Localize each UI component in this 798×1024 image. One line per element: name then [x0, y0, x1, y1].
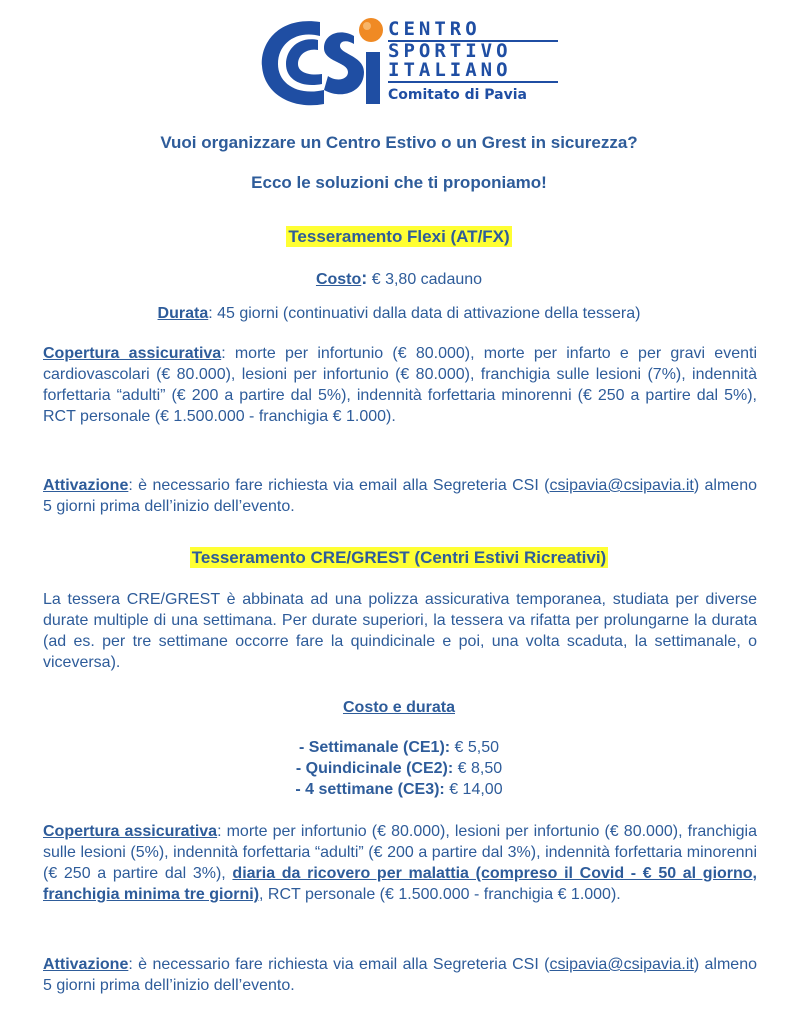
grest-option-quindicinale: [0, 758, 798, 779]
grest-copertura: [43, 821, 757, 905]
flexi-costo-value: € 3,80 cadauno: [367, 271, 483, 288]
logo-line-centro: CENTRO: [388, 20, 558, 42]
option-label: - 4 settimane (CE3):: [295, 781, 445, 798]
flexi-title-row: [0, 227, 798, 247]
grest-title: Tesseramento CRE/GREST (Centri Estivi Ricreativi): [191, 548, 607, 567]
flexi-title: Tesseramento Flexi (AT/FX): [288, 227, 510, 246]
flexi-attivazione-post: ) almeno 5 giorni prima dell’inizio dell’evento.: [43, 477, 758, 515]
flexi-durata-label: Durata: [157, 305, 209, 322]
logo-subtitle: Comitato di Pavia: [388, 86, 528, 103]
flexi-copertura: [43, 343, 757, 427]
flexi-durata-row: [0, 305, 798, 323]
grest-options-list: [0, 737, 798, 800]
option-price: € 14,00: [444, 781, 503, 798]
grest-costo-durata-row: [0, 699, 798, 717]
flexi-attivazione: [43, 475, 757, 517]
flexi-copertura-text: : morte per infortunio (€ 80.000), morte per infarto e per gravi eventi cardiovascolari (€ 80.000), lesioni per infortunio (€ 80.000), franchigia sulle lesioni (7%), indennità forfettaria “adulti” (€ 200 a partire dal 5%), indennità forfettaria minorenni (€ 250 a partire dal 5%), RCT personale (€ 1.500.000 - franchigia € 1.000).: [43, 345, 757, 425]
grest-title-row: [0, 548, 798, 568]
flexi-attivazione-pre: : è necessario fare richiesta via email alla Segreteria CSI (: [128, 477, 550, 494]
flexi-costo-sep: :: [361, 268, 368, 288]
grest-copertura-label: Copertura assicurativa: [43, 823, 218, 840]
logo-text: [388, 20, 558, 103]
grest-attivazione-label: Attivazione: [43, 956, 129, 973]
option-label: - Settimanale (CE1):: [298, 739, 451, 756]
flexi-durata-value: : 45 giorni (continuativi dalla data di attivazione della tessera): [208, 305, 641, 322]
flexi-costo-label: Costo: [315, 271, 362, 288]
flexi-email-link[interactable]: csipavia@csipavia.it: [549, 477, 694, 494]
grest-copertura-post: , RCT personale (€ 1.500.000 - franchigia € 1.000).: [259, 886, 621, 903]
grest-diaria: diaria da ricovero per malattia (compreso il Covid - € 50 al giorno, franchigia minima tre giorni): [43, 865, 758, 903]
flexi-costo-row: [0, 268, 798, 289]
grest-intro: La tessera CRE/GREST è abbinata ad una polizza assicurativa temporanea, studiata per diverse durate multiple di una settimana. Per durate superiori, la tessera va rifatta per prolungarne la durata (ad es. per tre settimane occorre fare la quindicinale e poi, una volta scaduta, la settimanale, o viceversa).: [43, 591, 757, 671]
intro-question: Vuoi organizzare un Centro Estivo o un Grest in sicurezza?: [160, 133, 638, 152]
csi-logo-mark-icon: [258, 14, 384, 110]
flexi-attivazione-label: Attivazione: [43, 477, 129, 494]
option-price: € 5,50: [450, 739, 500, 756]
grest-copertura-pre: : morte per infortunio (€ 80.000), lesioni per infortunio (€ 80.000), franchigia sulle lesioni (5%), indennità forfettaria “adulti” (€ 200 a partire dal 3%), indennità forfettaria minorenni (€ 250 a partire dal 3%),: [43, 823, 757, 882]
flexi-copertura-label: Copertura assicurativa: [43, 345, 222, 362]
intro-offer: Ecco le soluzioni che ti proponiamo!: [251, 173, 547, 192]
grest-attivazione: [43, 954, 757, 996]
grest-option-4-settimane: [0, 779, 798, 800]
logo-line-sportivo: SPORTIVO: [388, 39, 512, 62]
grest-attivazione-pre: : è necessario fare richiesta via email alla Segreteria CSI (: [128, 956, 550, 973]
option-price: € 8,50: [453, 760, 503, 777]
grest-email-link[interactable]: csipavia@csipavia.it: [549, 956, 694, 973]
option-label: - Quindicinale (CE2):: [295, 760, 454, 777]
logo-line-italiano: ITALIANO: [388, 61, 558, 83]
grest-costo-durata-label: Costo e durata: [342, 699, 455, 716]
grest-attivazione-post: ) almeno 5 giorni prima dell’inizio dell’evento.: [43, 956, 758, 994]
csi-logo: [258, 14, 558, 114]
grest-option-settimanale: [0, 737, 798, 758]
